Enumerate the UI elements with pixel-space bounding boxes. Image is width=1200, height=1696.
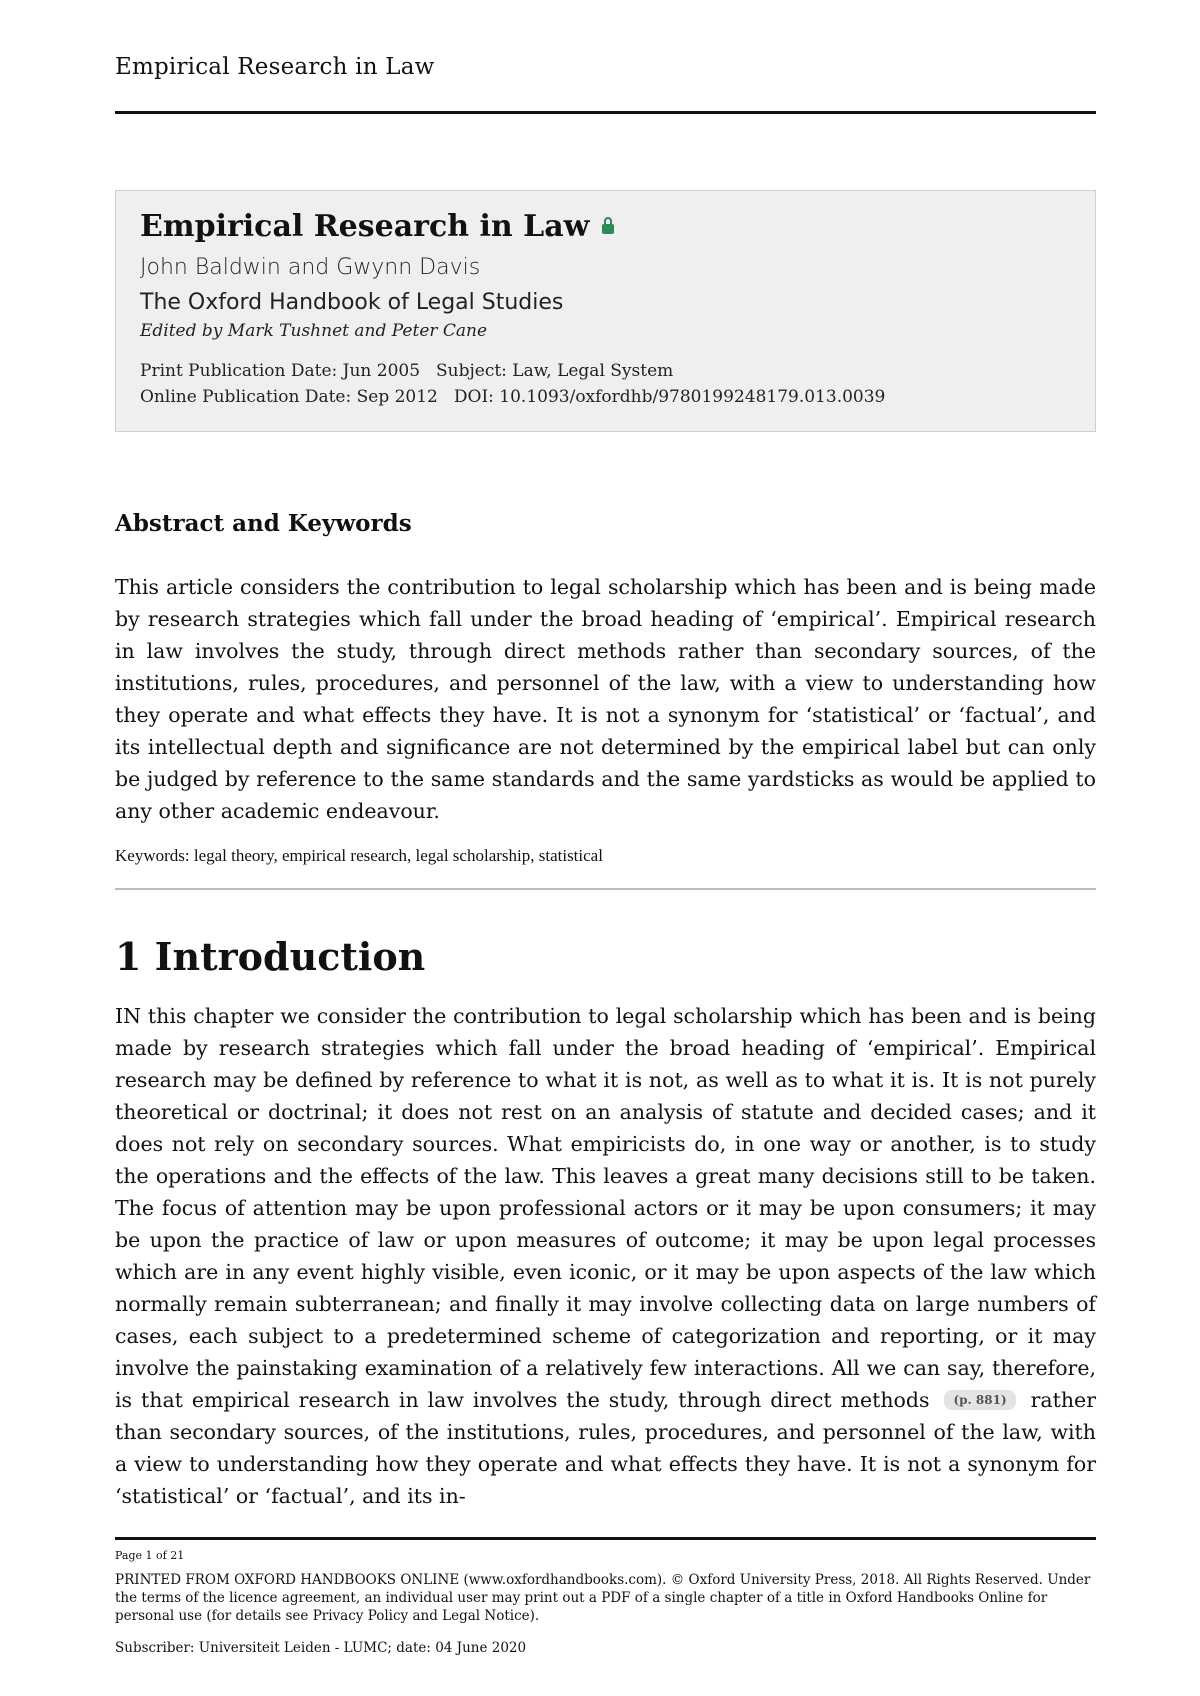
keywords: Keywords: legal theory, empirical research, legal scholarship, statistical — [115, 846, 603, 865]
header-divider — [115, 111, 1096, 114]
abstract-heading: Abstract and Keywords — [115, 510, 412, 537]
abstract-text: This article considers the contribution to legal scholarship which has been and is being made by research strategies which fall under the broad heading of ‘empirical’. Empirical research in law involves the study, through direct methods rather than secondary sources, of the institutions, rules, procedures, and personnel of the law, with a view to understanding how they operate and what effects they have. It is not a synonym for ‘statistical’ or ‘factual’, and its intellectual depth and significance are not determined by the empirical label but can only be judged by reference to the same standards and the same yardsticks as would be applied to any other academic endeavour. — [115, 575, 1096, 823]
copyright-notice: PRINTED FROM OXFORD HANDBOOKS ONLINE (www.oxfordhandbooks.com). © Oxford University Press, 2018. All Rights Reserved. Under the terms of the licence agreement, an individual user may print out a PDF of a single chapter of a title in Oxford Handbooks Online for personal use (for details see Privacy Policy and Legal Notice). — [115, 1572, 1091, 1624]
introduction-text-part-1: IN this chapter we consider the contribution to legal scholarship which has been and is being made by research strategies which fall under the broad heading of ‘empirical’. Empirical research may be defined by reference to what it is not, as well as to what it is. It is not purely theoretical or doctrinal; it does not rest on an analysis of statute and decided cases; and it does not rely on secondary sources. What empiricists do, in one way or another, is to study the operations and the effects of the law. This leaves a great many decisions still to be taken. The focus of attention may be upon professional actors or it may be upon consumers; it may be upon the practice of law or upon measures of outcome; it may be upon legal processes which are in any event highly visible, even iconic, or it may be upon aspects of the law which normally remain subterranean; and finally it may involve collecting data on large numbers of cases, each subject to a predetermined scheme of categorization and reporting, or it may involve the painstaking examination of a relatively few interactions. All we can say, therefore, is that empirical research in law involves the study, through direct methods — [115, 1004, 1096, 1412]
chapter-title — [140, 209, 614, 244]
lock-icon — [602, 224, 614, 234]
print-publication-line — [140, 361, 673, 381]
running-header: Empirical Research in Law — [115, 54, 435, 80]
online-publication-line — [140, 387, 885, 407]
online-publication-date: Online Publication Date: Sep 2012 — [140, 387, 438, 407]
subject: Subject: Law, Legal System — [436, 361, 674, 381]
introduction-text — [115, 1000, 1096, 1512]
abstract-divider — [115, 888, 1096, 890]
print-publication-date: Print Publication Date: Jun 2005 — [140, 361, 421, 381]
book-title: The Oxford Handbook of Legal Studies — [140, 290, 564, 315]
footer-divider — [115, 1537, 1096, 1540]
subscriber-info: Subscriber: Universiteit Leiden - LUMC; date: 04 June 2020 — [115, 1640, 527, 1656]
introduction-text-part-2: rather than secondary sources, of the institutions, rules, procedures, and personnel of the law, with a view to understanding how they operate and what effects they have. It is not a synonym for ‘statistical’ or ‘factual’, and its in- — [115, 1388, 1096, 1508]
doi: DOI: 10.1093/oxfordhb/9780199248179.013.0039 — [453, 387, 886, 407]
page-number: Page 1 of 21 — [115, 1549, 185, 1562]
chapter-title-text: Empirical Research in Law — [140, 209, 590, 244]
section-heading: 1 Introduction — [115, 934, 426, 979]
page-marker: (p. 881) — [944, 1390, 1015, 1410]
chapter-authors: John Baldwin and Gwynn Davis — [140, 255, 481, 280]
book-editors: Edited by Mark Tushnet and Peter Cane — [140, 321, 488, 341]
citation-box — [115, 190, 1096, 432]
